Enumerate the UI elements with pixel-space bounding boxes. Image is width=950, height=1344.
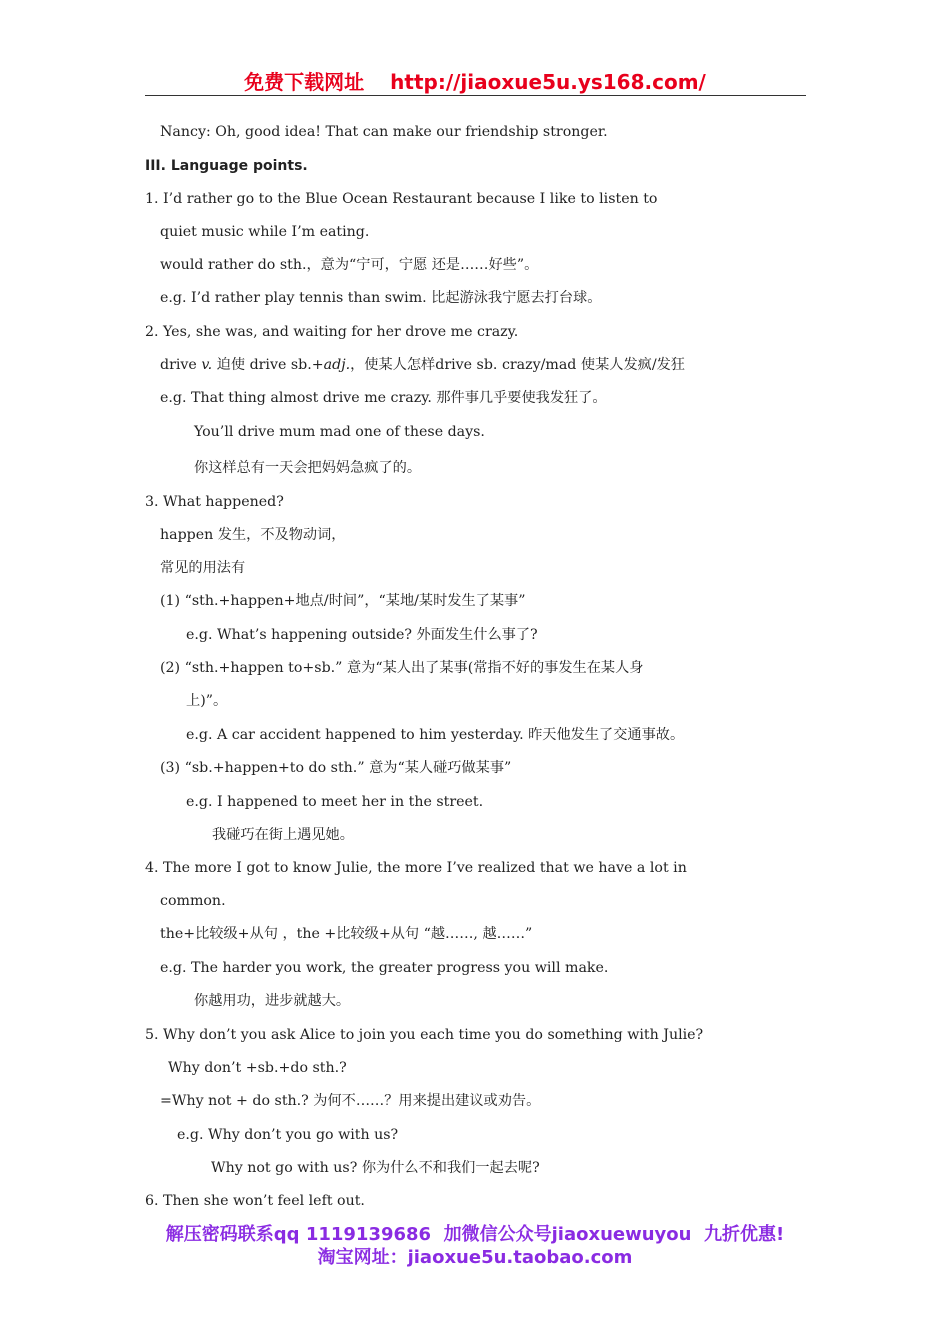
point-3-explanation: happen 发生，不及物动词， — [160, 527, 346, 543]
point-1-explanation: would rather do sth.，意为“宁可，宁愿 还是……好些”。 — [160, 257, 539, 273]
point-2-example: e.g. That thing almost drive me crazy. 那件事几乎要使我发狂了。 — [160, 390, 607, 406]
header-url-link[interactable]: http://jiaoxue5u.ys168.com/ — [390, 70, 706, 94]
point-3-usage-3: (3) “sb.+happen+to do sth.” 意为“某人碰巧做某事” — [160, 760, 512, 776]
point-5-example-2: Why not go with us? 你为什么不和我们一起去呢? — [211, 1160, 540, 1176]
point-4-sentence: 4. The more I got to know Julie, the more I’ve realized that we have a lot in — [145, 860, 687, 876]
text-run: 迫使 drive sb.+ — [212, 357, 324, 373]
point-4-example: e.g. The harder you work, the greater progress you will make. — [160, 960, 609, 976]
text-run: drive — [160, 357, 202, 373]
section-heading: III. Language points. — [145, 158, 308, 174]
point-5-pattern: Why don’t +sb.+do sth.? — [168, 1060, 347, 1076]
point-4-sentence-cont: common. — [160, 893, 226, 909]
point-3-usage-2: (2) “sth.+happen to+sb.” 意为“某人出了某事(常指不好的事发生在某人身 — [160, 660, 644, 676]
point-4-example-translation: 你越用功，进步就越大。 — [194, 993, 351, 1009]
point-1-example: e.g. I’d rather play tennis than swim. 比起游泳我宁愿去打台球。 — [160, 290, 602, 306]
point-4-explanation: the+比较级+从句 ，the +比较级+从句 “越……, 越……” — [160, 926, 533, 942]
header-divider — [145, 95, 806, 96]
point-5-example: e.g. Why don’t you go with us? — [177, 1127, 399, 1143]
point-3-usage-2-cont: 上)”。 — [186, 693, 228, 709]
point-3-usage-2-example: e.g. A car accident happened to him yesterday. 昨天他发生了交通事故。 — [186, 727, 685, 743]
footer-contact: 解压密码联系qq 1119139686 加微信公众号jiaoxuewuyou 九折优惠! — [165, 1224, 785, 1245]
text-run-italic: v. — [201, 357, 213, 373]
point-6-sentence: 6. Then she won’t feel left out. — [145, 1193, 365, 1209]
point-2-example-2-translation: 你这样总有一天会把妈妈急疯了的。 — [194, 460, 422, 476]
point-5-equivalent: =Why not + do sth.? 为何不……？用来提出建议或劝告。 — [160, 1093, 541, 1109]
footer-shop-link[interactable]: 淘宝网址：jiaoxue5u.taobao.com — [317, 1247, 633, 1268]
point-2-explanation — [160, 356, 685, 374]
dialogue-line: Nancy: Oh, good idea! That can make our friendship stronger. — [160, 124, 608, 140]
header-label: 免费下载网址 — [244, 70, 365, 94]
text-run-italic: adj. — [323, 357, 351, 373]
point-1-sentence-cont: quiet music while I’m eating. — [160, 224, 370, 240]
page-header — [0, 66, 950, 95]
point-2-example-2: You’ll drive mum mad one of these days. — [194, 424, 485, 440]
text-run: ，使某人怎样drive sb. crazy/mad 使某人发疯/发狂 — [350, 357, 685, 373]
point-3-usage-1: (1) “sth.+happen+地点/时间”，“某地/某时发生了某事” — [160, 593, 526, 609]
point-3-sentence: 3. What happened? — [145, 494, 284, 510]
point-5-sentence: 5. Why don’t you ask Alice to join you each time you do something with Julie? — [145, 1027, 704, 1043]
point-3-usage-intro: 常见的用法有 — [160, 560, 246, 576]
point-3-usage-3-example: e.g. I happened to meet her in the street. — [186, 794, 484, 810]
point-3-usage-3-translation: 我碰巧在街上遇见她。 — [212, 827, 354, 843]
point-3-usage-1-example: e.g. What’s happening outside? 外面发生什么事了? — [186, 627, 538, 643]
point-1-sentence: 1. I’d rather go to the Blue Ocean Restaurant because I like to listen to — [145, 191, 658, 207]
point-2-sentence: 2. Yes, she was, and waiting for her drove me crazy. — [145, 324, 519, 340]
